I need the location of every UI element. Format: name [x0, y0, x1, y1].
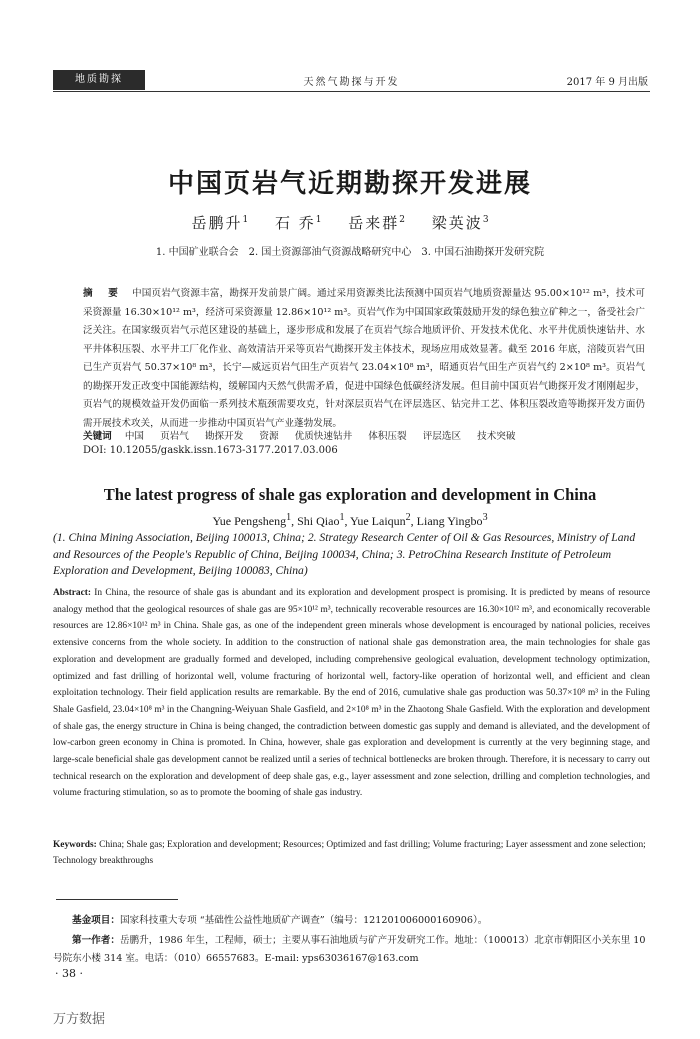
- journal-name: 天然气勘探与开发: [303, 77, 400, 88]
- author-affil-mark: 2: [405, 512, 411, 523]
- first-author-note: [53, 932, 650, 968]
- keyword-cn: 技术突破: [477, 431, 516, 442]
- author-cn: 岳鹏升: [191, 214, 243, 232]
- author-affil-mark: 2: [399, 215, 408, 225]
- abstract-en-text: In China, the resource of shale gas is abundant and its exploration and development prospect is promising. It is predicted by means of resource analogy method that the geological resources of shale gas are 95×10¹² m³, technically recoverable resources are 16.30×10¹² m³, and economically recoverable resources are 12.86×10¹² m³ in China. Shale gas, as one of the independent green minerals whose development is encouraged by national policies, receives extensive concerns from the whole society. In addition to the construction of national shale gas demonstration area, the main technologies for shale gas exploration and development are gradually formed and developed, including comprehensive geological evaluation, development technology optimization, optimized and fast drilling of horizontal well, volume fracturing of horizontal well, factory-like operation of horizontal well, and efficient and clean exploitation technology. Their field application results are remarkable. By the end of 2016, cumulative shale gas production was 50.37×10⁸ m³ in the Fuling Shale Gasfield, 23.04×10⁸ m³ in the Changning-Weiyuan Shale Gasfield, and 2×10⁸ m³ in the Zhaotong Shale Gasfield. With the exploration and development of shale gas, the energy structure in China is being changed, the contradiction between domestic gas supply and demand is alleviated, and the development of low-carbon green economy in China is promoted. In China, however, shale gas exploration and development is currently at the very beginning stage, and large-scale beneficial shale gas development cannot be realized until a series of technical bottlenecks are broken through. Therefore, it is necessary to carry out technical research on the exploration and development of deep shale gas, e.g., layer assessment and zone selection, drilling and completion technologies, and volume fracturing stimulation, so as to promote the booming of shale gas industry.: [53, 588, 651, 799]
- abstract-en-label: Abstract:: [53, 588, 92, 598]
- funding-label: 基金项目：: [72, 915, 120, 926]
- keyword-cn: 勘探开发: [204, 431, 244, 442]
- author-en: Liang Yingbo: [416, 514, 483, 528]
- first-author-text: 岳鹏升，1986 年生，工程师，硕士；主要从事石油地质与矿产开发研究工作。地址：（100013）北京市朝阳区小关东里 10 号院东小楼 314 室。电话：（010）66557683。E-mail: yps63036167@163.com: [53, 935, 646, 964]
- abstract-en: [53, 585, 650, 802]
- authors-cn: [0, 212, 700, 233]
- author-cn: 石 乔: [274, 214, 316, 232]
- author-cn: 梁英波: [431, 214, 483, 232]
- author-en: Yue Pengsheng: [212, 514, 287, 528]
- watermark: 万方数据: [53, 1012, 106, 1027]
- keyword-cn: 评层选区: [422, 431, 462, 442]
- issue-date: 2017 年 9 月出版: [566, 77, 648, 88]
- author-affil-mark: 1: [315, 215, 324, 225]
- keywords-en-text: China; Shale gas; Exploration and development; Resources; Optimized and fast drilling; Volume fracturing; Layer assessment and zone selection; Technology breakthroughs: [53, 840, 646, 866]
- keywords-cn: [83, 429, 645, 445]
- author-affil-mark: 1: [242, 215, 251, 225]
- title-en: The latest progress of shale gas exploration and development in China: [103, 485, 597, 504]
- keyword-cn: 页岩气: [160, 431, 189, 442]
- title-cn: 中国页岩气近期勘探开发进展: [167, 169, 532, 199]
- abstract-cn-text: 中国页岩气资源丰富，勘探开发前景广阔。通过采用资源类比法预测中国页岩气地质资源量达 95.00×10¹² m³，技术可采资源量 16.30×10¹² m³，经济可采资源量 12.86×10¹² m³。页岩气作为中国国家政策鼓励开发的绿色独立矿种之一，备受社会广泛关注。在国家级页岩气示范区建设的基础上，逐步形成和发展了在页岩气综合地质评价、开发技术优化、水平井优质快速钻井、水平井体积压裂、水平井工厂化作业、高效清洁开采等页岩气勘探开发主体技术，现场应用成效显著。截至 2016 年底，涪陵页岩气田已生产页岩气 50.37×10⁸ m³，长宁—威远页岩气田生产页岩气 23.04×10⁸ m³，昭通页岩气田生产页岩气约 2×10⁸ m³。页岩气的勘探开发正改变中国能源结构，缓解国内天然气供需矛盾，促进中国绿色低碳经济发展。但目前中国页岩气勘探开发才刚刚起步，页岩气的规模效益开发仍面临一系列技术瓶颈需要攻克，针对深层页岩气在评层选区、钻完井工艺、体积压裂改造等勘探开发方面仍需开展技术攻关，从而进一步推动中国页岩气产业蓬勃发展。: [83, 288, 645, 429]
- author-affil-mark: 3: [482, 215, 491, 225]
- affiliations-en: (1. China Mining Association, Beijing 100013, China; 2. Strategy Research Center of Oil & Gas Resources, Ministry of Land and Resources of the People's Republic of China, Beijing 100034, China; 3. PetroChina Research Institute of Petroleum Exploration and Development, Beijing 100083, China): [53, 531, 636, 577]
- keyword-cn: 优质快速钻井: [294, 431, 353, 442]
- author-en: Yue Laiqun: [350, 514, 406, 528]
- header-rule: [53, 91, 650, 92]
- abstract-cn-label: 摘 要: [83, 288, 124, 299]
- keyword-cn: 中国: [124, 431, 145, 442]
- doi: DOI: 10.12055/gaskk.issn.1673-3177.2017.03.006: [83, 445, 338, 456]
- keyword-cn: 体积压裂: [368, 431, 407, 442]
- footnote-rule: [56, 899, 178, 900]
- affiliations-cn: 1. 中国矿业联合会 2. 国土资源部油气资源战略研究中心 3. 中国石油勘探开发研究院: [155, 247, 545, 258]
- author-affil-mark: 3: [482, 512, 488, 523]
- keywords-en-label: Keywords:: [53, 840, 97, 850]
- funding-note: [72, 913, 650, 928]
- keywords-cn-label: 关键词: [83, 431, 112, 442]
- abstract-cn: [83, 285, 645, 433]
- running-header: [53, 70, 650, 92]
- keywords-en: [53, 837, 650, 869]
- author-en: Shi Qiao: [297, 514, 340, 528]
- keyword-cn: 资源: [259, 431, 279, 442]
- author-affil-mark: 1: [339, 512, 345, 523]
- funding-text: 国家科技重大专项 “基础性公益性地质矿产调查”（编号：121201006000160906）。: [119, 915, 488, 926]
- author-affil-mark: 1: [286, 512, 292, 523]
- page-number: · 38 ·: [55, 967, 83, 980]
- section-tab: 地质勘探: [53, 70, 145, 90]
- authors-en: Yue Pengsheng$^1$, Shi Qiao$^1$, Yue Laiqun$^2$, Liang Yingbo$^3$: [212, 512, 488, 528]
- first-author-label: 第一作者：: [72, 935, 120, 946]
- author-cn: 岳来群: [348, 214, 400, 232]
